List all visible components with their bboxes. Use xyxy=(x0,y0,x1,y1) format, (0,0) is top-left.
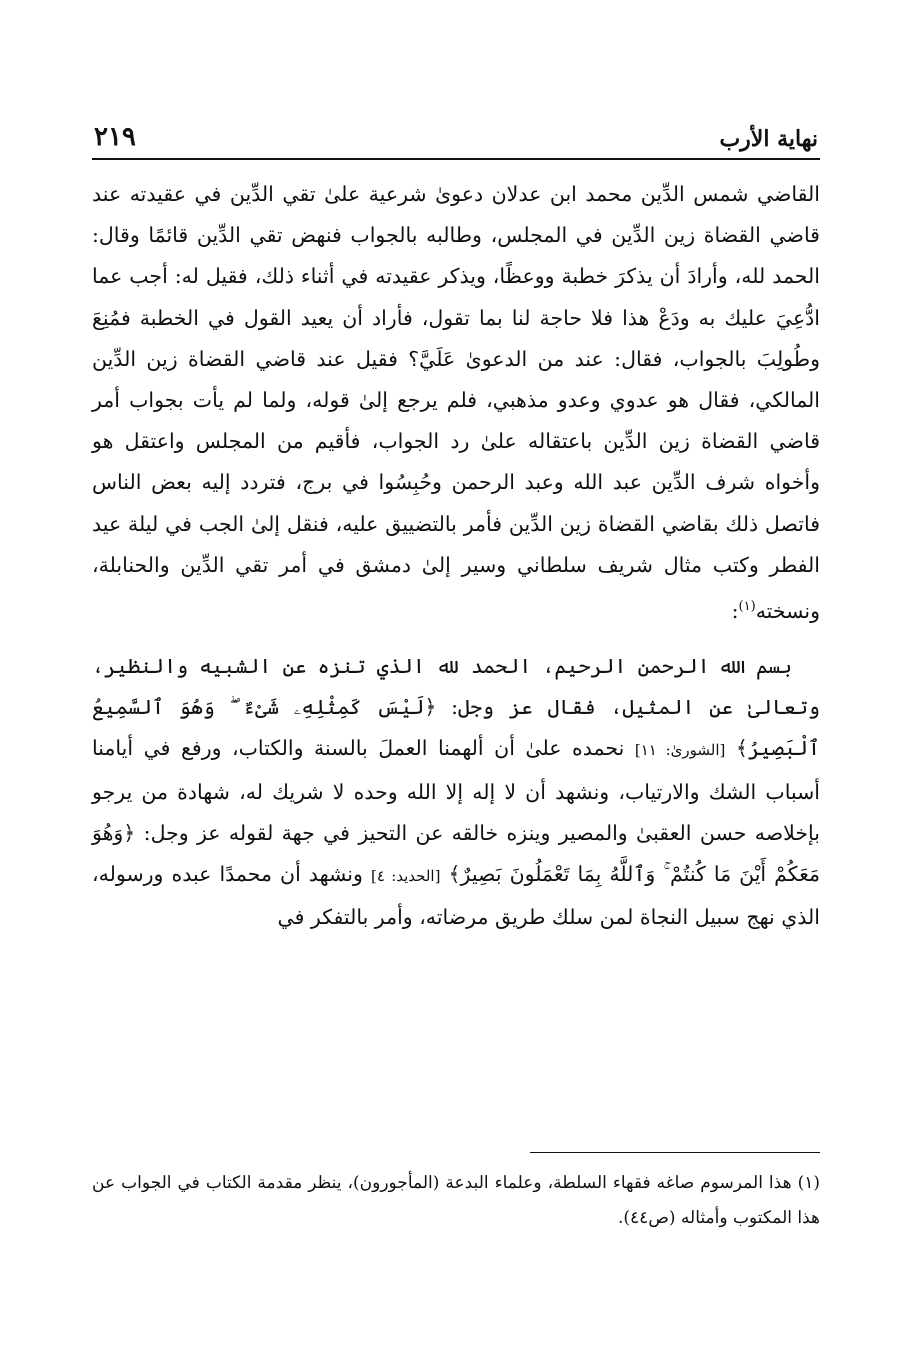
footnote-rule xyxy=(530,1152,820,1153)
footnote-text: هذا المرسوم صاغه فقهاء السلطة، وعلماء البدعة (المأجورون)، ينظر مقدمة الكتاب في الجواب عن هذا المكتوب وأمثاله (ص٤٤). xyxy=(92,1173,820,1228)
paragraph-2-middle: نحمده علىٰ أن ألهمنا العملَ بالسنة والكتاب، ورفع في أيامنا أسباب الشك والارتياب، ونشهد أن لا إله إلا الله وحده لا شريك له، شهادة من يرجو بإخلاصه حسن العقبىٰ والمصير وينزه خالقه عن التحيز في جهة لقوله عز وجل: xyxy=(92,736,820,845)
book-title: نهاية الأرب xyxy=(719,126,818,152)
quran-verse-1: ﴿لَيْسَ كَمِثْلِهِۦ شَىْءٌ ۖ وَهُوَ ٱلسَّمِيعُ ٱلْبَصِيرُ﴾ xyxy=(92,695,820,761)
footnote-marker: (١) xyxy=(738,599,756,615)
header-rule xyxy=(92,158,820,160)
running-header xyxy=(92,112,820,152)
footnote-number: (١) xyxy=(797,1173,820,1193)
page-number: ٢١٩ xyxy=(94,122,136,152)
paragraph-2-start: بسم الله الرحمن الرحيم، الحمد لله الذي تنزه عن الشبيه والنظير، وتعالىٰ عن المثيل، فقال عز وجل: xyxy=(92,654,820,720)
footnote xyxy=(92,1166,820,1236)
book-page xyxy=(92,112,820,1228)
paragraph-1-text: القاضي شمس الدِّين محمد ابن عدلان دعوىٰ شرعية علىٰ تقي الدِّين في عقيدته عند قاضي القضاة زين الدِّين في المجلس، وطالبه بالجواب فنهض تقي الدِّين قائمًا وقال: الحمد لله، وأرادَ أن يذكرَ خطبة ووعظًا، ويذكر عقيدته في أثناء ذلك، فقيل له: أجب عما ادُّعِيَ عليك به ودَعْ هذا فلا حاجة لنا بما تقول، فأراد أن يعيد القول في الخطبة فمُنِعَ وطُولِبَ بالجواب، فقال: عند من الدعوىٰ عَلَيَّ؟ فقيل عند قاضي القضاة زين الدِّين المالكي، فقال هو عدوي وعدو مذهبي، فلم يرجع إلىٰ قوله، ولما لم يأت بجواب أمر قاضي القضاة زين الدِّين باعتقاله علىٰ رد الجواب، فأقيم من المجلس واعتقل هو وأخواه شرف الدِّين عبد الله وعبد الرحمن وحُبِسُوا في برج، فتردد إليه بعض الناس فاتصل ذلك بقاضي القضاة زين الدِّين فأمر بالتضييق عليه، فنقل إلىٰ الجب في ليلة عيد الفطر وكتب مثال شريف سلطاني وسير إلىٰ دمشق في أمر تقي الدِّين والحنابلة، ونسخته xyxy=(92,182,820,623)
quran-verse-2: ﴿وَهُوَ مَعَكُمْ أَيْنَ مَا كُنتُمْ ۚ وَٱللَّهُ بِمَا تَعْمَلُونَ بَصِيرٌ﴾ xyxy=(92,820,820,887)
paragraph-1 xyxy=(92,174,820,632)
paragraph-2-end: ونشهد أن محمدًا عبده ورسوله، الذي نهج سبيل النجاة لمن سلك طريق مرضاته، وأمر بالتفكر في xyxy=(92,862,820,930)
paragraph-2 xyxy=(92,646,820,938)
main-text xyxy=(92,174,820,938)
paragraph-1-end: : xyxy=(731,598,739,623)
verse-2-reference: [الحديد: ٤] xyxy=(370,867,441,886)
verse-1-reference: [الشورىٰ: ١١] xyxy=(634,741,726,760)
